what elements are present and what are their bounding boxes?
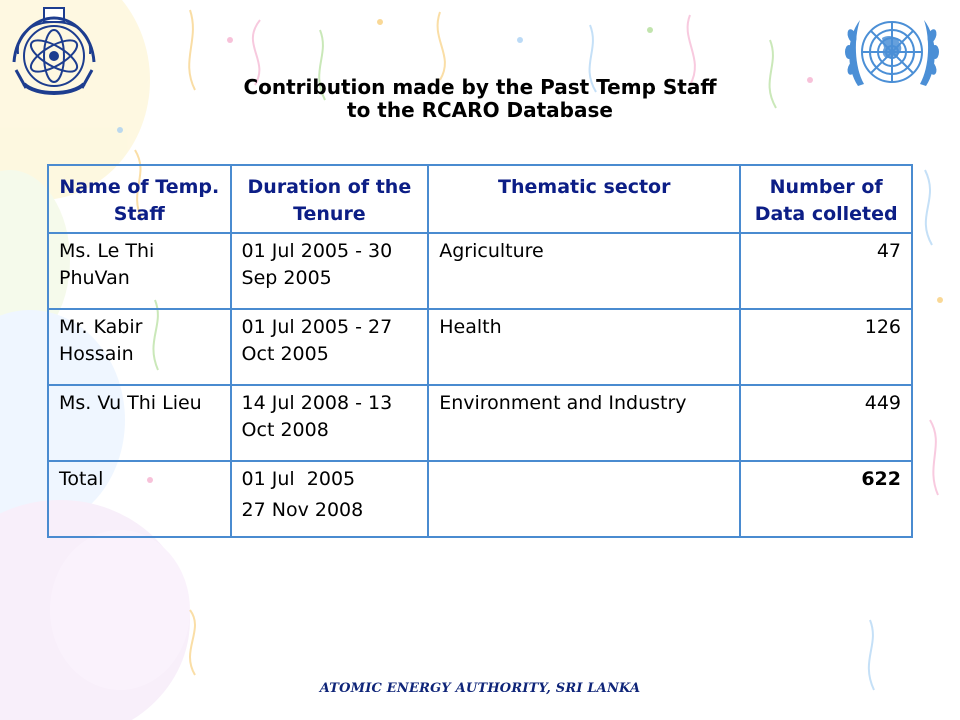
- header-duration: Duration of the Tenure: [231, 165, 429, 233]
- table-row: [48, 385, 912, 461]
- total-sector: [428, 461, 740, 537]
- cell-sector: Health: [428, 309, 740, 385]
- cell-count: 47: [740, 233, 912, 309]
- cell-duration: 14 Jul 2008 - 13 Oct 2008: [231, 385, 429, 461]
- slide-footer: ATOMIC ENERGY AUTHORITY, SRI LANKA: [319, 681, 641, 696]
- cell-name: Ms. Le Thi PhuVan: [48, 233, 231, 309]
- slide-title-line-2: to the RCARO Database: [347, 98, 613, 122]
- cell-name: Mr. Kabir Hossain: [48, 309, 231, 385]
- header-name: Name of Temp. Staff: [48, 165, 231, 233]
- table-total-row: [48, 461, 912, 537]
- cell-duration: 01 Jul 2005 - 30 Sep 2005: [231, 233, 429, 309]
- cell-name: Ms. Vu Thi Lieu: [48, 385, 231, 461]
- staff-contribution-table: [47, 164, 913, 538]
- total-duration-end: 27 Nov 2008: [241, 499, 364, 521]
- atomic-energy-emblem-logo: [6, 4, 102, 100]
- total-duration: [231, 461, 429, 537]
- cell-sector: Agriculture: [428, 233, 740, 309]
- total-label: Total: [48, 461, 231, 537]
- header-sector: Thematic sector: [428, 165, 740, 233]
- united-nations-emblem-logo: [838, 8, 946, 100]
- cell-count: 449: [740, 385, 912, 461]
- cell-sector: Environment and Industry: [428, 385, 740, 461]
- header-count: Number of Data colleted: [740, 165, 912, 233]
- total-count: 622: [740, 461, 912, 537]
- slide-title-line-1: Contribution made by the Past Temp Staff: [243, 75, 717, 99]
- table-row: [48, 233, 912, 309]
- total-duration-start: 01 Jul 2005: [241, 468, 356, 490]
- table-header-row: [48, 165, 912, 233]
- table-row: [48, 309, 912, 385]
- cell-duration: 01 Jul 2005 - 27 Oct 2005: [231, 309, 429, 385]
- cell-count: 126: [740, 309, 912, 385]
- slide-title: [180, 76, 780, 122]
